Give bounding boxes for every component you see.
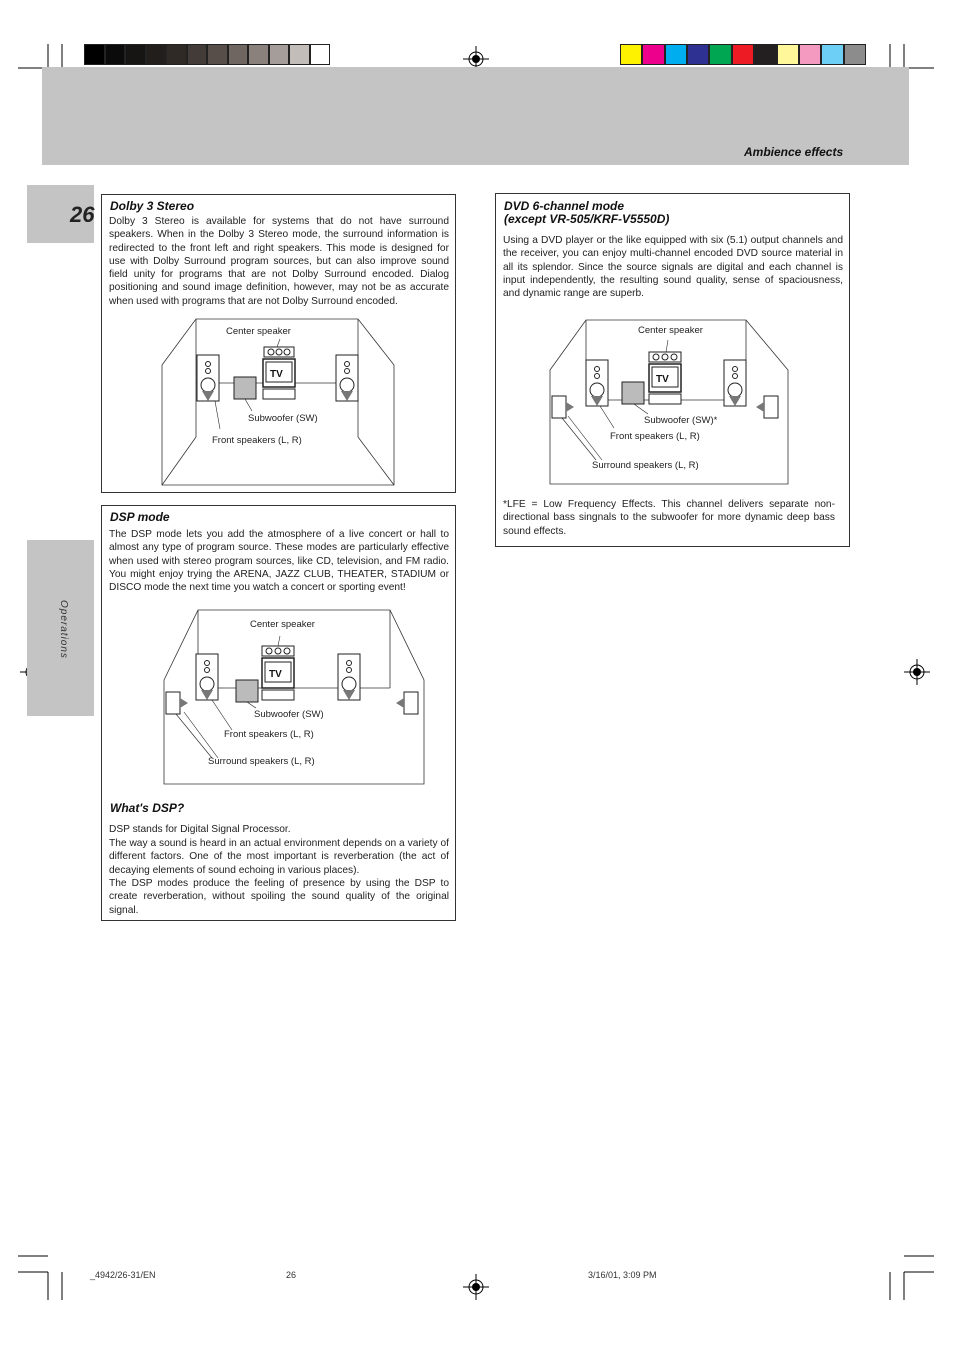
dolby3-box bbox=[101, 194, 456, 493]
center-speaker-label: Center speaker bbox=[250, 619, 315, 630]
section-title: Ambience effects bbox=[744, 145, 844, 159]
whats-dsp-title: What's DSP? bbox=[110, 801, 185, 815]
dsp-diagram bbox=[162, 608, 426, 786]
page-number: 26 bbox=[70, 202, 95, 227]
footer-page: 26 bbox=[286, 1270, 297, 1280]
center-speaker-label: Center speaker bbox=[638, 325, 703, 336]
whats-dsp-text-2: The way a sound is heard in an actual environment depends on a variety of different factors. One of the most important is reverberation (the act of decaying elements of sound echoing in various places). bbox=[109, 838, 449, 876]
center-speaker-label: Center speaker bbox=[226, 326, 291, 337]
dsp-title: DSP mode bbox=[110, 510, 170, 524]
front-speakers-label: Front speakers (L, R) bbox=[212, 435, 302, 446]
surround-speakers-label: Surround speakers (L, R) bbox=[592, 460, 699, 471]
dolby3-title: Dolby 3 Stereo bbox=[110, 199, 195, 213]
footer-file: _4942/26-31/EN bbox=[90, 1270, 156, 1280]
dolby3-text: Dolby 3 Stereo is available for systems that do not have surround speakers. When in the Dolby 3 Stereo mode, the surround information is redirected to the front left and right speakers. This mode is designed for use with Dolby Surround program sources, but can also improve sound field unity for programs that are not Dolby Surround encoded. Dialog positioning and sound image definition, however, may not be as accurate when used with programs that are not Dolby Surround encoded. bbox=[109, 216, 449, 307]
dvd-title-1: DVD 6-channel mode bbox=[504, 199, 625, 213]
footer-date: 3/16/01, 3:09 PM bbox=[588, 1270, 657, 1280]
dvd-box bbox=[495, 193, 850, 547]
dsp-text: The DSP mode lets you add the atmosphere of a live concert or hall to almost any type of program source. These modes are particularly effective when used with stereo program sources, like CD, television, and FM radio. You might enjoy trying the ARENA, JAZZ CLUB, THEATER, STADIUM or DISCO mode the next time you watch a concert or sporting event! bbox=[109, 529, 449, 594]
dvd-diagram bbox=[548, 318, 792, 486]
tv-label: TV bbox=[269, 669, 282, 680]
subwoofer-label: Subwoofer (SW) bbox=[254, 709, 324, 720]
dolby3-diagram bbox=[160, 317, 396, 487]
whats-dsp-text-1: DSP stands for Digital Signal Processor. bbox=[109, 824, 291, 835]
tv-label: TV bbox=[270, 369, 283, 380]
dvd-text: Using a DVD player or the like equipped with six (5.1) output channels and the receiver, you can enjoy multi-channel encoded DVD source material in all its splendor. Since the source signals are digital and each channel is input independently, the resulting sound quality, sense of spaciousness, and dynamic range are superb. bbox=[503, 235, 843, 300]
surround-speakers-label: Surround speakers (L, R) bbox=[208, 756, 315, 767]
lfe-note: *LFE = Low Frequency Effects. This channel delivers separate non-directional bass singnals to the subwoofer for more dynamic deep bass sound effects. bbox=[503, 499, 835, 537]
front-speakers-label: Front speakers (L, R) bbox=[224, 729, 314, 740]
subwoofer-label: Subwoofer (SW)* bbox=[644, 415, 718, 426]
whats-dsp-text-3: The DSP modes produce the feeling of presence by using the DSP to create reverberation, without spoiling the sound quality of the original signal. bbox=[109, 878, 449, 916]
dsp-box bbox=[101, 505, 456, 921]
dvd-title-2: (except VR-505/KRF-V5550D) bbox=[504, 212, 670, 226]
side-tab-label: Operations bbox=[58, 600, 69, 659]
tv-label: TV bbox=[656, 374, 669, 385]
subwoofer-label: Subwoofer (SW) bbox=[248, 413, 318, 424]
front-speakers-label: Front speakers (L, R) bbox=[610, 431, 700, 442]
